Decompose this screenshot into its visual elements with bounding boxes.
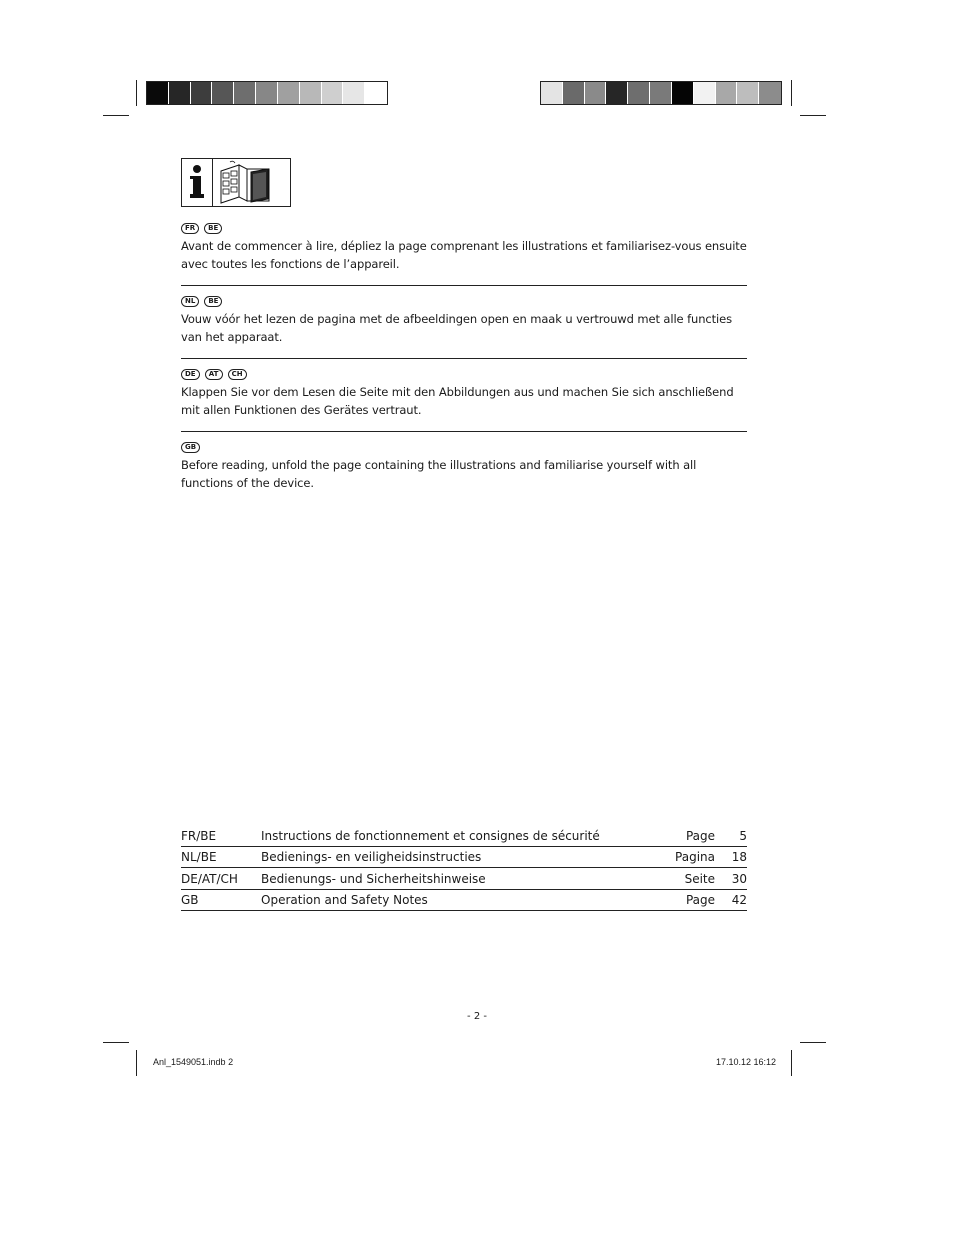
color-swatch <box>563 82 585 104</box>
color-swatch <box>716 82 738 104</box>
section-title: Bedienungs- und Sicherheitshinweise <box>261 871 486 886</box>
country-badge: NL <box>181 296 199 307</box>
color-swatch <box>343 82 365 104</box>
crop-mark <box>136 1050 137 1076</box>
language-code: FR/BE <box>181 828 217 843</box>
section-text: Avant de commencer à lire, dépliez la page comprenant les illustrations et familiarisez-vous ensuite avec toutes les fonctions de l’appareil. <box>181 239 747 271</box>
section-text: Klappen Sie vor dem Lesen die Seite mit den Abbildungen aus und machen Sie sich anschließend mit allen Funktionen des Gerätes vertraut. <box>181 385 734 417</box>
country-badges <box>181 294 747 308</box>
page-word: Page <box>685 893 715 908</box>
crop-mark <box>791 1050 792 1076</box>
country-badges <box>181 440 747 454</box>
country-badges <box>181 367 747 381</box>
color-swatch <box>365 82 387 104</box>
lang-section-de-at-ch <box>181 367 747 419</box>
lang-section-gb <box>181 440 747 492</box>
page-ref: 18 <box>731 850 747 865</box>
color-calibration-bar-left <box>146 81 388 105</box>
color-swatch <box>256 82 278 104</box>
section-title: Bedienings- en veiligheidsinstructies <box>261 850 482 865</box>
color-calibration-bar-right <box>540 81 782 105</box>
page-ref: 5 <box>739 828 747 843</box>
page-number: - 2 - <box>467 1011 487 1022</box>
footer-file-name: Anl_1549051.indb 2 <box>153 1057 234 1067</box>
country-badge: CH <box>228 369 247 380</box>
contents-table <box>181 825 747 911</box>
crop-mark <box>103 1042 129 1043</box>
table-row <box>181 825 747 847</box>
color-swatch <box>169 82 191 104</box>
language-code: DE/AT/CH <box>181 871 238 886</box>
crop-mark <box>791 80 792 106</box>
section-divider <box>181 358 747 359</box>
table-row <box>181 847 747 869</box>
table-row <box>181 890 747 912</box>
color-swatch <box>737 82 759 104</box>
color-swatch <box>650 82 672 104</box>
color-swatch <box>212 82 234 104</box>
section-text: Before reading, unfold the page containing the illustrations and familiarise yourself with all functions of the device. <box>181 458 697 490</box>
crop-mark <box>136 80 137 106</box>
section-title: Instructions de fonctionnement et consignes de sécurité <box>261 828 600 843</box>
page-ref: 42 <box>731 893 747 908</box>
country-badge: BE <box>204 296 222 307</box>
color-swatch <box>606 82 628 104</box>
footer-date: 17.10.12 16:12 <box>716 1057 777 1067</box>
section-title: Operation and Safety Notes <box>261 893 428 908</box>
lang-section-fr-be <box>181 221 747 273</box>
color-swatch <box>628 82 650 104</box>
language-code: NL/BE <box>181 850 217 865</box>
color-swatch <box>300 82 322 104</box>
table-row <box>181 868 747 890</box>
info-manual-icon-group <box>181 158 291 207</box>
color-swatch <box>585 82 607 104</box>
section-divider <box>181 431 747 432</box>
country-badges <box>181 221 747 235</box>
color-swatch <box>672 82 694 104</box>
crop-mark <box>800 1042 826 1043</box>
color-swatch <box>147 82 169 104</box>
crop-mark <box>103 115 129 116</box>
language-code: GB <box>181 893 199 908</box>
color-swatch <box>759 82 781 104</box>
color-swatch <box>322 82 344 104</box>
lang-section-nl-be <box>181 294 747 346</box>
section-divider <box>181 285 747 286</box>
country-badge: DE <box>181 369 200 380</box>
country-badge: FR <box>181 223 199 234</box>
fold-out-page-icon <box>213 158 291 207</box>
crop-mark <box>800 115 826 116</box>
color-swatch <box>541 82 563 104</box>
page-ref: 30 <box>731 871 747 886</box>
color-swatch <box>234 82 256 104</box>
country-badge: BE <box>204 223 222 234</box>
color-swatch <box>694 82 716 104</box>
page-word: Pagina <box>675 850 715 865</box>
country-badge: AT <box>205 369 223 380</box>
color-swatch <box>191 82 213 104</box>
page-word: Seite <box>684 871 715 886</box>
info-i-icon <box>181 158 213 207</box>
country-badge: GB <box>181 442 200 453</box>
page-word: Page <box>685 828 715 843</box>
section-text: Vouw vóór het lezen de pagina met de afbeeldingen open en maak u vertrouwd met alle functies van het apparaat. <box>181 312 732 344</box>
color-swatch <box>278 82 300 104</box>
